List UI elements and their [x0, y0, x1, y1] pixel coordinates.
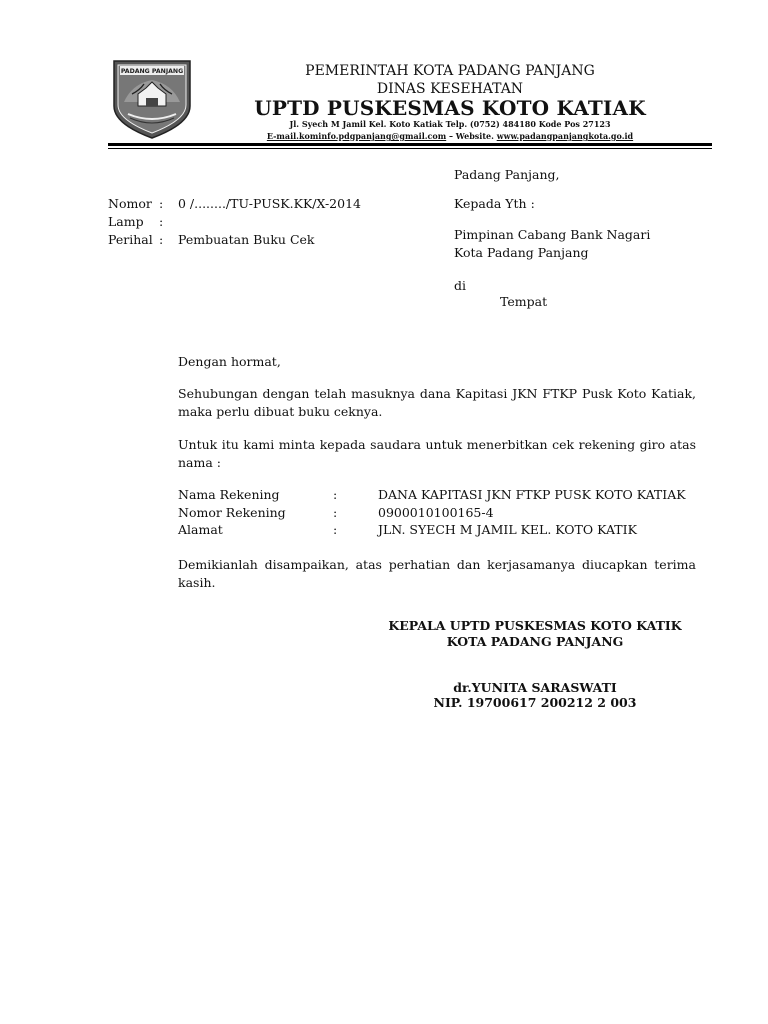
letterhead-department: DINAS KESEHATAN: [376, 81, 524, 97]
emblem-text: PADANG PANJANG: [120, 68, 184, 75]
date-line: Padang Panjang,: [454, 167, 560, 182]
lamp-colon: :: [159, 214, 164, 229]
field-value: JLN. SYECH M JAMIL KEL. KOTO KATIK: [378, 522, 637, 537]
email-prefix: E-mail.: [266, 131, 299, 141]
nomor-value: 0 /......../TU-PUSK.KK/X-2014: [178, 196, 361, 211]
recipient-line1: Pimpinan Cabang Bank Nagari: [454, 227, 651, 242]
closing-paragraph: Demikianlah disampaikan, atas perhatian dan kerjasamanya diucapkan terima kasih.: [178, 557, 696, 590]
lamp-label: Lamp: [108, 214, 144, 229]
field-label: Alamat: [178, 522, 223, 537]
recipient-di: di: [454, 278, 466, 293]
perihal-label: Perihal: [108, 232, 153, 247]
letterhead-rule-thick: [108, 143, 712, 146]
paragraph-2: Untuk itu kami minta kepada saudara untuk menerbitkan cek rekening giro atas nama :: [178, 437, 696, 470]
field-colon: :: [333, 487, 338, 502]
signature-title-2: KOTA PADANG PANJANG: [446, 634, 624, 649]
field-label: Nama Rekening: [178, 487, 280, 502]
signatory-name: dr.YUNITA SARASWATI: [453, 680, 617, 695]
recipient-kepada: Kepada Yth :: [454, 196, 535, 211]
field-colon: :: [333, 505, 338, 520]
letterhead-rule-thin: [108, 148, 712, 149]
field-colon: :: [333, 522, 338, 537]
paragraph-1: Sehubungan dengan telah masuknya dana Kapitasi JKN FTKP Pusk Koto Katiak, maka perlu dibuat buku ceknya.: [178, 386, 696, 419]
signatory-nip: NIP. 19700617 200212 2 003: [433, 695, 637, 710]
letterhead-address: Jl. Syech M Jamil Kel. Koto Katiak Telp. (0752) 484180 Kode Pos 27123: [289, 119, 611, 129]
email-link[interactable]: kominfo.pdgpanjang@gmail.com: [298, 131, 447, 141]
recipient-line2: Kota Padang Panjang: [454, 245, 589, 260]
letterhead-contact: [200, 131, 700, 141]
perihal-value: Pembuatan Buku Cek: [178, 232, 315, 247]
field-label: Nomor Rekening: [178, 505, 286, 520]
signature-title-1: KEPALA UPTD PUSKESMAS KOTO KATIK: [388, 618, 682, 633]
perihal-colon: :: [159, 232, 164, 247]
letterhead-government: PEMERINTAH KOTA PADANG PANJANG: [305, 63, 595, 79]
letterhead-office: UPTD PUSKESMAS KOTO KATIAK: [254, 96, 646, 120]
nomor-label: Nomor: [108, 196, 152, 211]
field-value: 0900010100165-4: [378, 505, 494, 520]
website-link[interactable]: www.padangpanjangkota.go.id: [496, 131, 634, 141]
salutation: Dengan hormat,: [178, 354, 281, 369]
recipient-tempat: Tempat: [500, 294, 548, 309]
field-value: DANA KAPITASI JKN FTKP PUSK KOTO KATIAK: [378, 487, 686, 502]
website-separator: – Website.: [446, 131, 497, 141]
padang-panjang-emblem: [110, 58, 194, 140]
nomor-colon: :: [159, 196, 164, 211]
